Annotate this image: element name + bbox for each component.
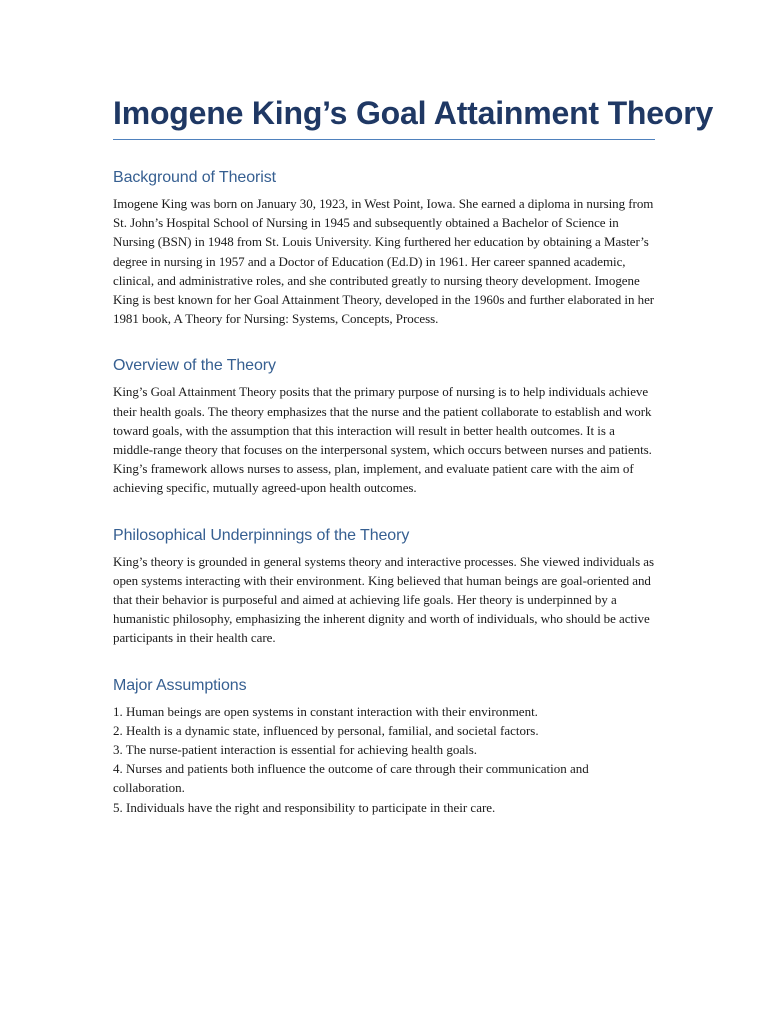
section-body-background: Imogene King was born on January 30, 1923, in West Point, Iowa. She earned a diploma in nursing from St. John’s Hospital School of Nursing in 1945 and subsequently obtained a Bachelor of Science in Nursing (BSN) in 1948 from St. Louis University. King furthered her education by obtaining a Master’s degree in nursing in 1957 and a Doctor of Education (Ed.D) in 1961. Her career spanned academic, clinical, and administrative roles, and she contributed greatly to nursing theory development. Imogene King is best known for her Goal Attainment Theory, developed in the 1960s and further elaborated in her 1981 book, A Theory for Nursing: Systems, Concepts, Process. bbox=[113, 196, 655, 327]
section-philosophical-underpinnings bbox=[113, 525, 655, 648]
section-heading-philosophy: Philosophical Underpinnings of the Theory bbox=[113, 526, 410, 544]
list-item: 3. The nurse-patient interaction is essential for achieving health goals. bbox=[113, 742, 478, 758]
list-item: 5. Individuals have the right and responsibility to participate in their care. bbox=[113, 799, 496, 815]
section-heading-overview: Overview of the Theory bbox=[113, 357, 276, 375]
list-item: 1. Human beings are open systems in constant interaction with their environment. bbox=[113, 703, 538, 719]
document-page bbox=[113, 92, 714, 817]
section-heading-background: Background of Theorist bbox=[113, 169, 276, 186]
section-major-assumptions bbox=[113, 675, 655, 817]
assumptions-list bbox=[113, 702, 655, 817]
section-heading-assumptions: Major Assumptions bbox=[113, 676, 247, 694]
list-item: 4. Nurses and patients both influence the outcome of care through their communication and collaboration. bbox=[113, 761, 589, 796]
section-body-philosophy: King’s theory is grounded in general systems theory and interactive processes. She viewed individuals as open systems interacting with their environment. King believed that human beings are goal-oriented and that their behavior is purposeful and aimed at achieving life goals. Her theory is underpinned by a humanistic philosophy, emphasizing the inherent dignity and worth of individuals, who should be active participants in their health care. bbox=[113, 553, 655, 646]
section-overview-of-theory bbox=[113, 355, 655, 497]
section-background-of-theorist bbox=[113, 167, 655, 328]
list-item: 2. Health is a dynamic state, influenced by personal, familial, and societal factors. bbox=[113, 722, 539, 738]
document-title: Imogene King’s Goal Attainment Theory bbox=[113, 92, 655, 140]
section-body-overview: King’s Goal Attainment Theory posits that the primary purpose of nursing is to help individuals achieve their health goals. The theory emphasizes that the nurse and the patient collaborate to establish and work toward goals, with the assumption that this interaction will result in better health outcomes. It is a middle-range theory that focuses on the interpersonal system, which occurs between nurses and patients. King’s framework allows nurses to assess, plan, implement, and evaluate patient care with the aim of achieving specific, mutually agreed-upon health outcomes. bbox=[113, 384, 652, 496]
